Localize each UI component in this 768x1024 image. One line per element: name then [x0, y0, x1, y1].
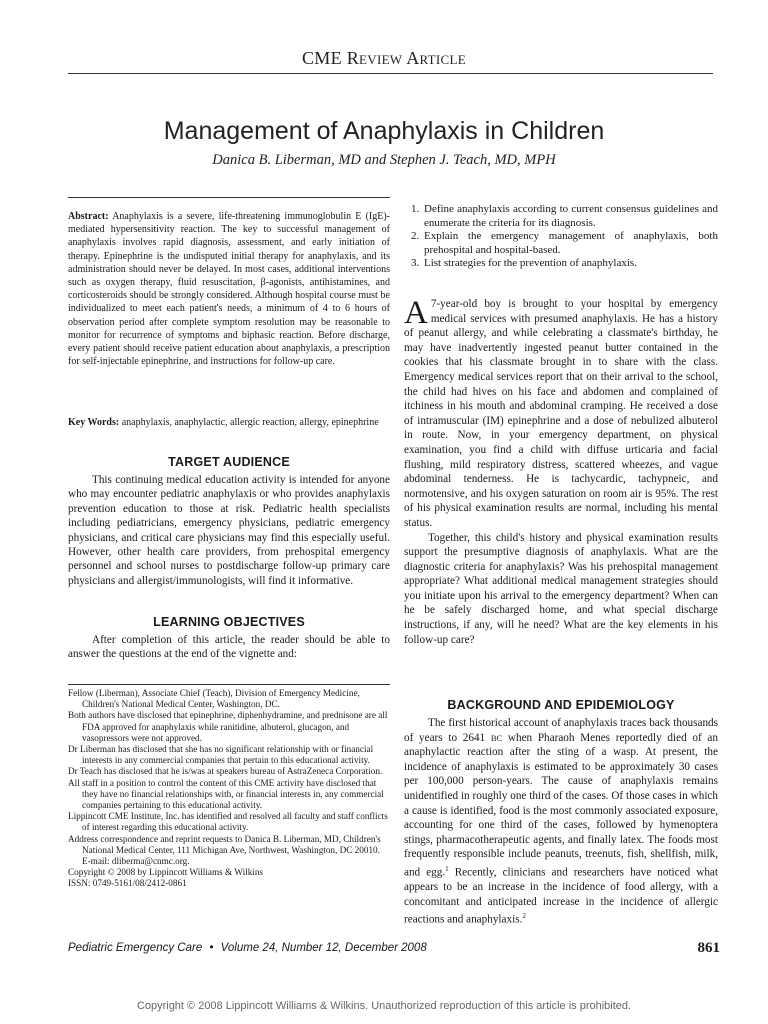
bc-smallcaps: BC — [490, 732, 503, 743]
keywords — [68, 416, 390, 429]
abstract-text: Anaphylaxis is a severe, life-threatening immunoglobulin E (IgE)-mediated hypersensitivity reaction. The key to successful management of anaphylaxis involves rapid diagnosis, assessment, and early initiation of therapy. Epinephrine is the undisputed initial therapy for anaphylaxis, and its administration should never be delayed. In most cases, additional interventions such as oxygen therapy, fluid resuscitation, β-agonists, antihistamines, and corticosteroids should be strongly considered. Although hospital course must be individualized to meet each patient's needs, a minimum of 4 to 6 hours of observation period after complete symptom resolution may be reasonable to monitor for recurrence of symptoms and biphasic reaction. Before discharge, every patient should receive patient education about anaphylaxis, a prescription for self-injectable epinephrine, and instructions for follow-up care. — [68, 211, 390, 368]
background-text-c: Recently, clinicians and researchers have noticed what appears to be an increase in the incidence of food allergy, with a concomitant and anticipated increase in the incidence of allergic reactions and anaphylaxis. — [404, 866, 718, 927]
reference-superscript[interactable]: 2 — [522, 912, 526, 921]
abstract-rule — [68, 197, 390, 198]
vignette — [404, 297, 718, 647]
section-label — [0, 48, 768, 69]
journal-issue: Volume 24, Number 12, December 2008 — [220, 942, 427, 954]
objectives-list — [404, 203, 718, 271]
keywords-label: Key Words: — [68, 417, 120, 428]
journal-name: Pediatric Emergency Care — [68, 942, 203, 954]
copyright-notice: Copyright © 2008 Lippincott Williams & Wilkins. Unauthorized reproduction of this article is prohibited. — [136, 1000, 632, 1012]
footnotes — [68, 688, 390, 890]
objective-item: 2. Explain the emergency management of anaphylaxis, both prehospital and hospital-based. — [422, 230, 718, 257]
article-title: Management of Anaphylaxis in Children — [163, 117, 605, 145]
learning-objectives-heading: LEARNING OBJECTIVES — [153, 615, 305, 629]
abstract — [68, 210, 390, 368]
objective-item: 3. List strategies for the prevention of anaphylaxis. — [422, 257, 718, 271]
objective-item: 1. Define anaphylaxis according to current consensus guidelines and enumerate the criteria for its diagnosis. — [422, 203, 718, 230]
page-footer — [68, 942, 720, 954]
background-heading: BACKGROUND AND EPIDEMIOLOGY — [447, 698, 675, 712]
target-audience-text: This continuing medical education activity is intended for anyone who may encounter pediatric anaphylaxis or who provides anaphylaxis prevention education to those at risk. Pediatric health specialists including pediatricians, emergency physicians, pediatric emergency physicians, and critical care physicians may find this especially useful. However, other health care providers, from prehospital emergency personnel and school nurses to postdischarge follow-up primary care physicians and allergist/immunologists, will find it informative. — [68, 474, 390, 587]
target-audience-heading: TARGET AUDIENCE — [168, 455, 290, 469]
issn-line: ISSN: 0749-5161/08/2412-0861 — [68, 878, 187, 889]
article-authors: Danica B. Liberman, MD and Stephen J. Teach, MD, MPH — [212, 152, 556, 168]
footer-bullet: • — [209, 942, 214, 954]
reference-superscript[interactable]: 1 — [445, 864, 449, 873]
header-rule — [68, 73, 713, 74]
learning-objectives-intro: After completion of this article, the reader should be able to answer the questions at the end of the vignette and: — [68, 634, 390, 661]
vignette-paragraph-2: Together, this child's history and physical examination results support the presumptive diagnosis of anaphylaxis. What are the diagnostic criteria for anaphylaxis? Was his prehospital management appropriate? What additional medical management strategies should you initiate upon his arrival to the emergency department? When can he be safely discharged home, and what special discharge instructions, if any, will he need? What are the key elements in his follow-up care? — [404, 531, 718, 646]
background-text-b: when Pharaoh Menes reportedly died of an anaphylactic reaction after the sting of a wasp. At present, the incidence of anaphylaxis is estimated to be approximately 30 cases per 100,000 person-years. The cause of anaphylaxis remains unidentified in roughly one third of the cases. Of those cases in which a cause is identified, food is the most commonly associated exposure, accounting for one third of the cases, followed by hymenoptera stings, pharmacotherapeutic agents, and finally latex. The foods most frequently responsible include peanuts, treenuts, fish, shellfish, milk, and egg. — [404, 731, 718, 879]
footnote-item: Dr Liberman has disclosed that she has no significant relationship with or financial interests in any commercial companies that pertain to this educational activity. — [68, 744, 374, 766]
background-body — [404, 716, 718, 928]
footnote-item: All staff in a position to control the content of this CME activity have disclosed that they have no financial relationships with, or financial interests in, any commercial companies pertaining to this educational activity. — [68, 777, 384, 811]
vignette-paragraph-1: 7-year-old boy is brought to your hospital by emergency medical services with presumed anaphylaxis. He has a history of peanut allergy, and while celebrating a classmate's birthday, he may have inadvertently ingested peanut butter contained in the cookies that his classmate brought in to share with the class. Emergency medical services report that on their arrival to the school, the child had hives on his face and abdomen and complained of itchiness in his mouth and abdominal cramping. He received a dose of intramuscular (IM) epinephrine and a dose of nebulized albuterol in route. Now, in your emergency department, on physical examination, you find a child with diffuse urticaria and facial flushing, mild respiratory distress, scattered wheezes, and vague abdominal tenderness. He is tachycardic, tachypneic, and normotensive, and his oxygen saturation on room air is 95%. The rest of his physical examination results are normal, including his mental status. — [404, 298, 718, 529]
copyright-line: Copyright © 2008 by Lippincott Williams & Wilkins — [68, 867, 264, 878]
keywords-text: anaphylaxis, anaphylactic, allergic reaction, allergy, epinephrine — [121, 417, 379, 428]
background-text-a: The first historical account of anaphylaxis traces back thousands of years to 2641 — [404, 717, 718, 744]
background-paragraph — [404, 716, 718, 928]
footnote-item: Address correspondence and reprint requests to Danica B. Liberman, MD, Children's National Medical Center, 111 Michigan Ave, Northwest, Washington, DC 20010. E-mail: dliberma@cnmc.org. — [68, 833, 381, 867]
footnote-item: Lippincott CME Institute, Inc. has identified and resolved all faculty and staff conflicts of interest regarding this educational activity. — [68, 811, 388, 833]
footnote-item: Fellow (Liberman), Associate Chief (Teach), Division of Emergency Medicine, Children's National Medical Center, Washington, DC. — [68, 688, 360, 710]
target-audience-body — [68, 473, 390, 588]
learning-objectives-intro-block — [68, 633, 390, 662]
footnote-item: Dr Teach has disclosed that he is/was at speakers bureau of AstraZeneca Corporation. — [68, 766, 383, 777]
footnote-rule — [68, 684, 390, 685]
section-label-text: CME Review Article — [302, 48, 466, 68]
abstract-label: Abstract: — [68, 211, 109, 222]
page-number: 861 — [697, 940, 720, 956]
drop-cap: A — [404, 295, 428, 331]
footnote-item: Both authors have disclosed that epinephrine, diphenhydramine, and prednisone are all FDA approved for anaphylaxis while ranitidine, albuterol, glucagon, and vasopressors were not approved. — [68, 710, 388, 743]
